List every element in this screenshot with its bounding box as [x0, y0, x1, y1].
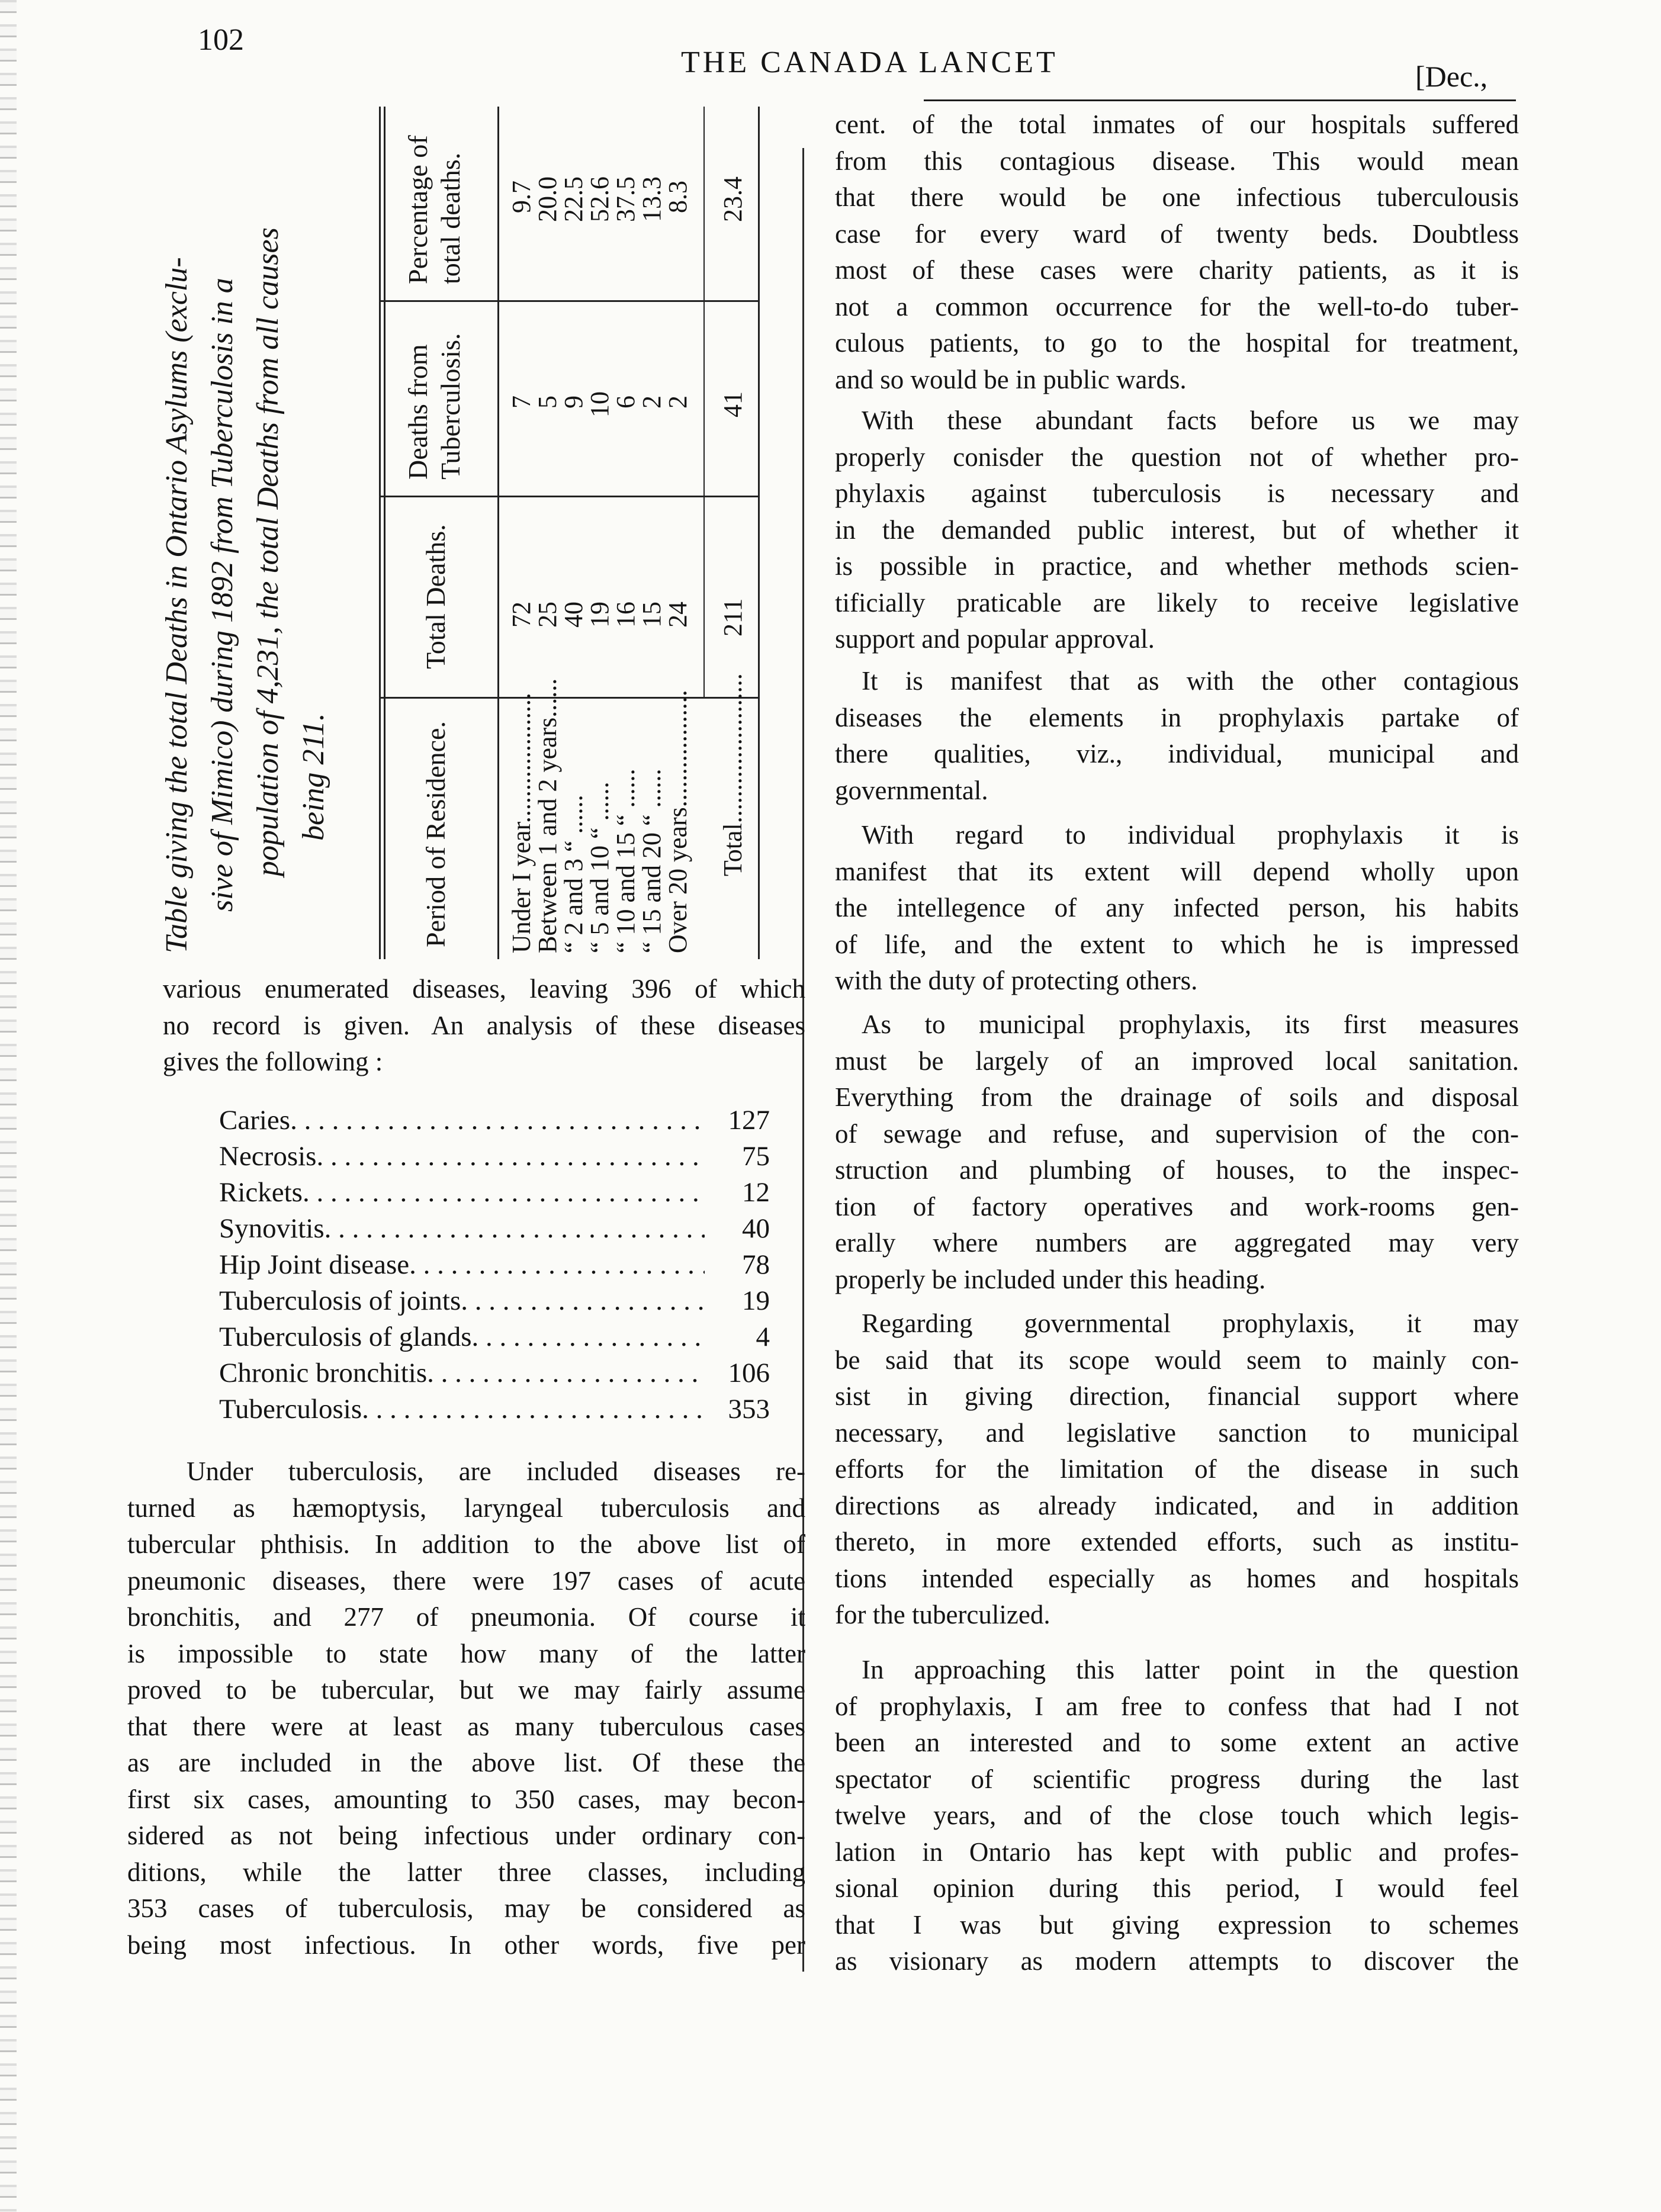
disease-count: 353 [728, 1394, 770, 1425]
disease-name: Tuberculosis of glands [219, 1322, 472, 1352]
row-pct: 9.7 [507, 181, 536, 213]
deaths-table [379, 107, 788, 959]
text-line: struction and plumbing of houses, to the inspec- [835, 1155, 1519, 1185]
text-line: phylaxis against tuberculosis is necessary and [835, 478, 1519, 508]
col-divider [379, 697, 758, 699]
disease-count: 78 [742, 1249, 770, 1280]
text-line: case for every ward of twenty beds. Doubtless [835, 218, 1519, 249]
text-line: in the demanded public interest, but of whether it [835, 515, 1519, 545]
text-line: of prophylaxis, I am free to confess that had I not [835, 1691, 1519, 1721]
list-item [219, 1249, 770, 1284]
disease-count: 19 [742, 1285, 770, 1316]
row-total: 72 [507, 602, 536, 628]
row-pct: 52.6 [585, 176, 614, 222]
total-pct: 23.4 [718, 176, 747, 222]
disease-name: Tuberculosis [219, 1394, 362, 1425]
header-rule [924, 99, 1516, 101]
text-line: and so would be in public wards. [835, 364, 1187, 394]
header-tb-deaths-line1: Deaths from [403, 344, 433, 480]
row-period: “ 10 and 15 “ ...... [611, 769, 640, 953]
leader-dots [461, 1285, 705, 1317]
scanned-page-edge [0, 0, 17, 2212]
text-line: erally where numbers are aggregated may very [835, 1228, 1519, 1258]
col-divider [379, 496, 758, 497]
disease-count: 4 [756, 1322, 770, 1352]
disease-count: 106 [728, 1358, 770, 1388]
text-line: directions as already indicated, and in addition [835, 1490, 1519, 1520]
text-line: sist in giving direction, financial support where [835, 1381, 1519, 1411]
row-period: “ 2 and 3 “ ...... [559, 795, 588, 953]
disease-count: 40 [742, 1213, 770, 1244]
text-line: twelve years, and of the close touch which legis- [835, 1801, 1519, 1830]
table-caption [154, 112, 336, 953]
paragraph [835, 1306, 1519, 1634]
text-line: tion of factory operatives and work-rooms gen- [835, 1191, 1519, 1221]
row-tb: 6 [611, 396, 640, 409]
text-line: being most infectious. In other words, five per [127, 1930, 805, 1960]
text-line: proved to be tubercular, but we may fairly assume [127, 1675, 805, 1705]
disease-name: Chronic bronchitis [219, 1358, 428, 1388]
paragraph [835, 1007, 1519, 1298]
row-tb: 2 [637, 396, 666, 409]
caption-line: being 211. [297, 713, 330, 841]
text-line: manifest that its extent will depend wholly upon [835, 856, 1519, 886]
text-line: diseases the elements in prophylaxis partake of [835, 702, 1519, 732]
text-line: as visionary as modern attempts to discover the [835, 1946, 1519, 1976]
caption-line: sive of Mimico) during 1892 from Tuberculosis in a [205, 278, 239, 912]
row-pct: 37.5 [611, 176, 640, 222]
paragraph [835, 107, 1519, 398]
text-line: efforts for the limitation of the disease in such [835, 1454, 1519, 1484]
text-line: various enumerated diseases, leaving 396 of which [163, 974, 805, 1004]
disease-count: 75 [742, 1141, 770, 1172]
header-tb-deaths-line2: Tuberculosis. [435, 333, 465, 480]
text-line: As to municipal prophylaxis, its first measures [862, 1009, 1519, 1039]
text-line: lation in Ontario has kept with public and profes- [835, 1837, 1519, 1867]
table-bottom-rule [758, 107, 760, 959]
text-line: Under tuberculosis, are included diseases re- [187, 1457, 805, 1486]
text-line: must be largely of an improved local sanitation. [835, 1046, 1519, 1076]
disease-name: Necrosis [219, 1141, 317, 1172]
row-pct: 13.3 [637, 176, 666, 222]
text-line: bronchitis, and 277 of pneumonia. Of course it [127, 1602, 805, 1632]
row-pct: 20.0 [533, 176, 562, 222]
text-line: most of these cases were charity patients, as it is [835, 255, 1519, 285]
leader-dots [303, 1176, 705, 1208]
row-total: 24 [663, 602, 692, 628]
disease-name: Caries [219, 1105, 291, 1136]
leader-dots [409, 1249, 705, 1281]
text-line: for the tuberculized. [835, 1600, 1050, 1629]
list-item [219, 1321, 770, 1356]
text-line: as are included in the above list. Of these the [127, 1748, 805, 1777]
text-line: necessary, and legislative sanction to municipal [835, 1417, 1519, 1448]
row-period: “ 5 and 10 “ ...... [585, 782, 614, 953]
list-item [219, 1104, 770, 1140]
row-total: 40 [559, 602, 588, 628]
header-total-deaths: Total Deaths. [420, 524, 451, 669]
paragraph [835, 1652, 1519, 1980]
text-line: With regard to individual prophylaxis it is [862, 820, 1519, 850]
tuberculosis-paragraph [127, 1454, 805, 1963]
header-percentage-line1: Percentage of [403, 135, 433, 284]
text-line: spectator of scientific progress during the last [835, 1764, 1519, 1794]
list-item [219, 1213, 770, 1248]
text-line: governmental. [835, 775, 988, 805]
journal-title: THE CANADA LANCET [681, 46, 1058, 79]
row-pct: 22.5 [559, 176, 588, 222]
list-item [219, 1140, 770, 1176]
text-line: With these abundant facts before us we may [862, 406, 1519, 435]
text-line: sional opinion during this period, I would feel [835, 1873, 1519, 1903]
text-line: properly be included under this heading. [835, 1264, 1266, 1294]
text-line: the intellegence of any infected person, his habits [835, 893, 1519, 922]
row-total: 19 [585, 602, 614, 628]
row-tb: 5 [533, 396, 562, 409]
intro-paragraph [163, 971, 805, 1081]
text-line: of life, and the extent to which he is impressed [835, 929, 1519, 959]
text-line: Regarding governmental prophylaxis, it may [862, 1308, 1519, 1338]
row-tb: 2 [663, 396, 692, 409]
text-line: that I was but giving expression to schemes [835, 1909, 1519, 1940]
text-line: of sewage and refuse, and supervision of the con- [835, 1118, 1519, 1149]
table-header-rule [497, 107, 499, 959]
caption-line: population of 4,231, the total Deaths from all causes [251, 227, 285, 876]
row-total: 16 [611, 602, 640, 628]
text-line: is impossible to state how many of the latter [127, 1638, 805, 1668]
col-divider [379, 300, 758, 302]
row-period: Under I year.................... [507, 693, 536, 953]
row-period: Between 1 and 2 years...... [533, 678, 562, 953]
list-item [219, 1357, 770, 1393]
text-line: ditions, while the latter three classes, including [127, 1857, 805, 1887]
total-rule [703, 107, 705, 699]
disease-count: 127 [728, 1105, 770, 1136]
text-line: pneumonic diseases, there were 197 cases of acute [127, 1565, 805, 1596]
text-line: 353 cases of tuberculosis, may be considered as [127, 1893, 805, 1923]
text-line: no record is given. An analysis of these diseases [163, 1010, 805, 1040]
text-line: It is manifest that as with the other contagious [862, 666, 1519, 696]
row-total: 15 [637, 602, 666, 628]
text-line: that there were at least as many tuberculous cases [127, 1711, 805, 1741]
list-item [219, 1285, 770, 1320]
row-period: Over 20 years.................. [663, 690, 692, 953]
list-item [219, 1393, 770, 1429]
left-column [127, 971, 811, 2037]
leader-dots [362, 1393, 705, 1425]
text-line: tions intended especially as homes and hospitals [835, 1563, 1519, 1593]
disease-name: Synovitis [219, 1213, 325, 1244]
text-line: sidered as not being infectious under ordinary con- [127, 1821, 805, 1850]
table-top-rule-double [384, 107, 385, 959]
text-line: first six cases, amounting to 350 cases, may becon- [127, 1784, 805, 1814]
text-line: is possible in practice, and whether methods scien- [835, 551, 1519, 581]
total-tb: 41 [718, 391, 747, 417]
text-line: tificially praticable are likely to receive legislative [835, 587, 1519, 618]
disease-name: Rickets [219, 1177, 303, 1208]
row-pct: 8.3 [663, 181, 692, 213]
text-line: not a common occurrence for the well-to-do tuber- [835, 291, 1519, 321]
text-line: cent. of the total inmates of our hospitals suffered [835, 110, 1519, 139]
row-tb: 7 [507, 396, 536, 409]
text-line: tubercular phthisis. In addition to the above list of [127, 1529, 805, 1559]
total-deaths: 211 [718, 598, 747, 636]
leader-dots [472, 1321, 705, 1353]
page-number: 102 [198, 23, 244, 57]
rotated-table-block [130, 95, 799, 977]
leader-dots [290, 1104, 705, 1136]
right-column [835, 107, 1519, 2013]
row-period: “ 15 and 20 “ ...... [637, 769, 666, 953]
text-line: gives the following : [163, 1047, 383, 1076]
paragraph [835, 817, 1519, 999]
disease-count: 12 [742, 1177, 770, 1208]
row-total: 25 [533, 602, 562, 628]
rotated-table-frame [130, 95, 799, 977]
paragraph [835, 663, 1519, 809]
issue-month: [Dec., [1415, 60, 1488, 93]
header-percentage-line2: total deaths. [435, 152, 465, 284]
text-line: from this contagious disease. This would mean [835, 146, 1519, 176]
text-line: there qualities, viz., individual, municipal and [835, 739, 1519, 769]
text-line: In approaching this latter point in the question [862, 1655, 1519, 1684]
text-line: been an interested and to some extent an active [835, 1728, 1519, 1757]
text-line: with the duty of protecting others. [835, 966, 1198, 995]
text-line: thereto, in more extended efforts, such as institu- [835, 1527, 1519, 1557]
row-tb: 9 [559, 396, 588, 409]
text-line: be said that its scope would seem to mainly con- [835, 1345, 1519, 1375]
text-line: support and popular approval. [835, 624, 1155, 654]
disease-name: Hip Joint disease [219, 1249, 410, 1280]
caption-line: Table giving the total Deaths in Ontario Asylums (exclu- [160, 257, 194, 953]
total-label: Total....................... [718, 673, 747, 876]
paragraph [835, 403, 1519, 658]
leader-dots [316, 1140, 705, 1172]
text-line: turned as hæmoptysis, laryngeal tuberculosis and [127, 1493, 805, 1523]
leader-dots [325, 1213, 705, 1245]
table-top-rule [379, 107, 381, 959]
row-tb: 10 [585, 391, 614, 417]
text-line: that there would be one infectious tuberculousis [835, 182, 1519, 212]
list-item [219, 1176, 770, 1212]
text-line: culous patients, to go to the hospital for treatment, [835, 328, 1519, 358]
text-line: properly conisder the question not of whether pro- [835, 442, 1519, 472]
text-line: Everything from the drainage of soils and disposal [835, 1082, 1519, 1112]
header-period: Period of Residence. [420, 721, 451, 947]
disease-name: Tuberculosis of joints [219, 1285, 461, 1316]
leader-dots [427, 1357, 705, 1389]
